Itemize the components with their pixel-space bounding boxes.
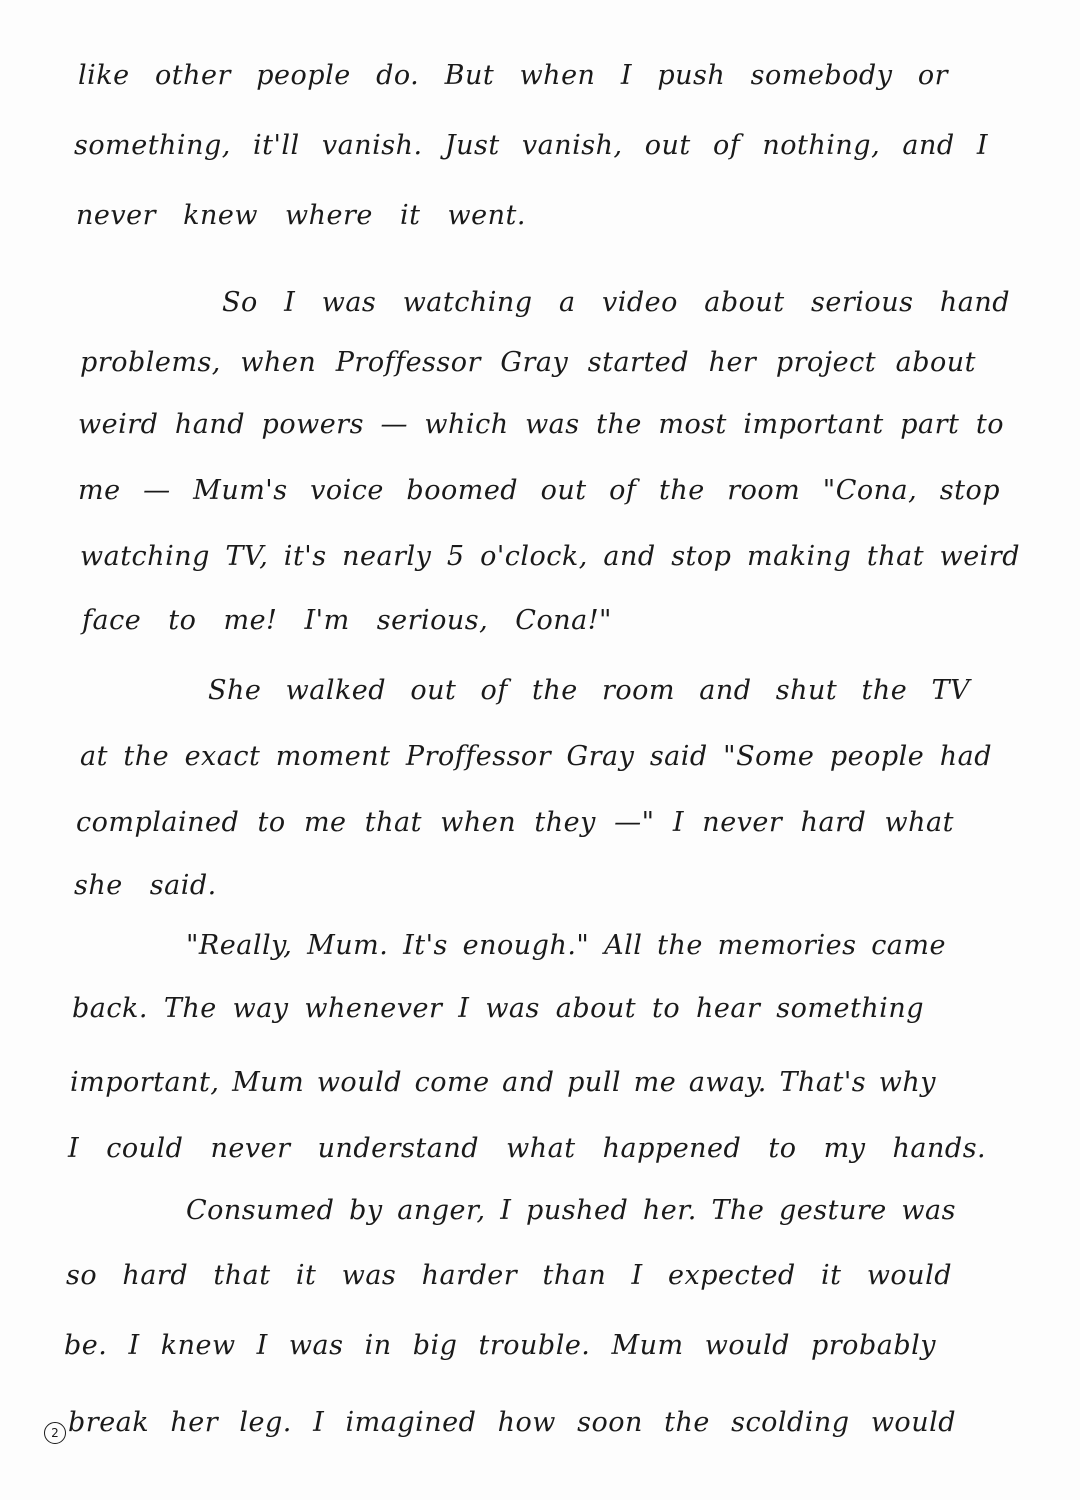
- line-text: break her leg. I imagined how soon the scolding would: [68, 1406, 956, 1438]
- text-line-19: [0, 1245, 1080, 1305]
- line-text: she said.: [74, 869, 217, 901]
- text-line-10: [0, 660, 1080, 720]
- text-line-7: [0, 460, 1080, 520]
- line-text: something, it'll vanish. Just vanish, out of nothing, and I: [74, 129, 988, 161]
- text-line-6: [0, 394, 1080, 454]
- text-line-4: [0, 272, 1080, 332]
- line-text: be. I knew I was in big trouble. Mum would probably: [64, 1329, 936, 1361]
- line-text: never knew where it went.: [76, 199, 526, 231]
- text-line-12: [0, 792, 1080, 852]
- line-text: me — Mum's voice boomed out of the room "Cona, stop: [78, 474, 1000, 506]
- text-line-9: [0, 590, 1080, 650]
- text-line-5: [0, 332, 1080, 392]
- text-line-14: [0, 915, 1080, 975]
- line-text: So I was watching a video about serious hand: [222, 286, 1010, 318]
- text-line-2: [0, 115, 1080, 175]
- text-line-17: [0, 1118, 1080, 1178]
- text-line-1: [0, 45, 1080, 105]
- line-text: Consumed by anger, I pushed her. The gesture was: [186, 1194, 956, 1226]
- text-line-18: [0, 1180, 1080, 1240]
- line-text: weird hand powers — which was the most important part to: [78, 408, 1004, 440]
- page-number-badge: 2: [44, 1422, 66, 1444]
- line-text: face to me! I'm serious, Cona!": [82, 604, 612, 636]
- text-line-11: [0, 726, 1080, 786]
- line-text: complained to me that when they —" I never hard what: [76, 806, 954, 838]
- line-text: like other people do. But when I push somebody or: [78, 59, 948, 91]
- line-text: I could never understand what happened to my hands.: [68, 1132, 987, 1164]
- line-text: important, Mum would come and pull me away. That's why: [70, 1066, 936, 1098]
- line-text: problems, when Proffessor Gray started her project about: [80, 346, 976, 378]
- text-line-20: [0, 1315, 1080, 1375]
- line-text: at the exact moment Proffessor Gray said "Some people had: [80, 740, 992, 772]
- line-text: "Really, Mum. It's enough." All the memories came: [186, 929, 946, 961]
- text-line-21: [0, 1392, 1080, 1452]
- line-text: watching TV, it's nearly 5 o'clock, and stop making that weird: [80, 540, 1020, 572]
- line-text: She walked out of the room and shut the TV: [208, 674, 970, 706]
- line-text: back. The way whenever I was about to hear something: [72, 992, 924, 1024]
- text-line-13: [0, 855, 1080, 915]
- text-line-3: [0, 185, 1080, 245]
- line-text: so hard that it was harder than I expected it would: [66, 1259, 952, 1291]
- text-line-16: [0, 1052, 1080, 1112]
- text-line-8: [0, 526, 1080, 586]
- text-line-15: [0, 978, 1080, 1038]
